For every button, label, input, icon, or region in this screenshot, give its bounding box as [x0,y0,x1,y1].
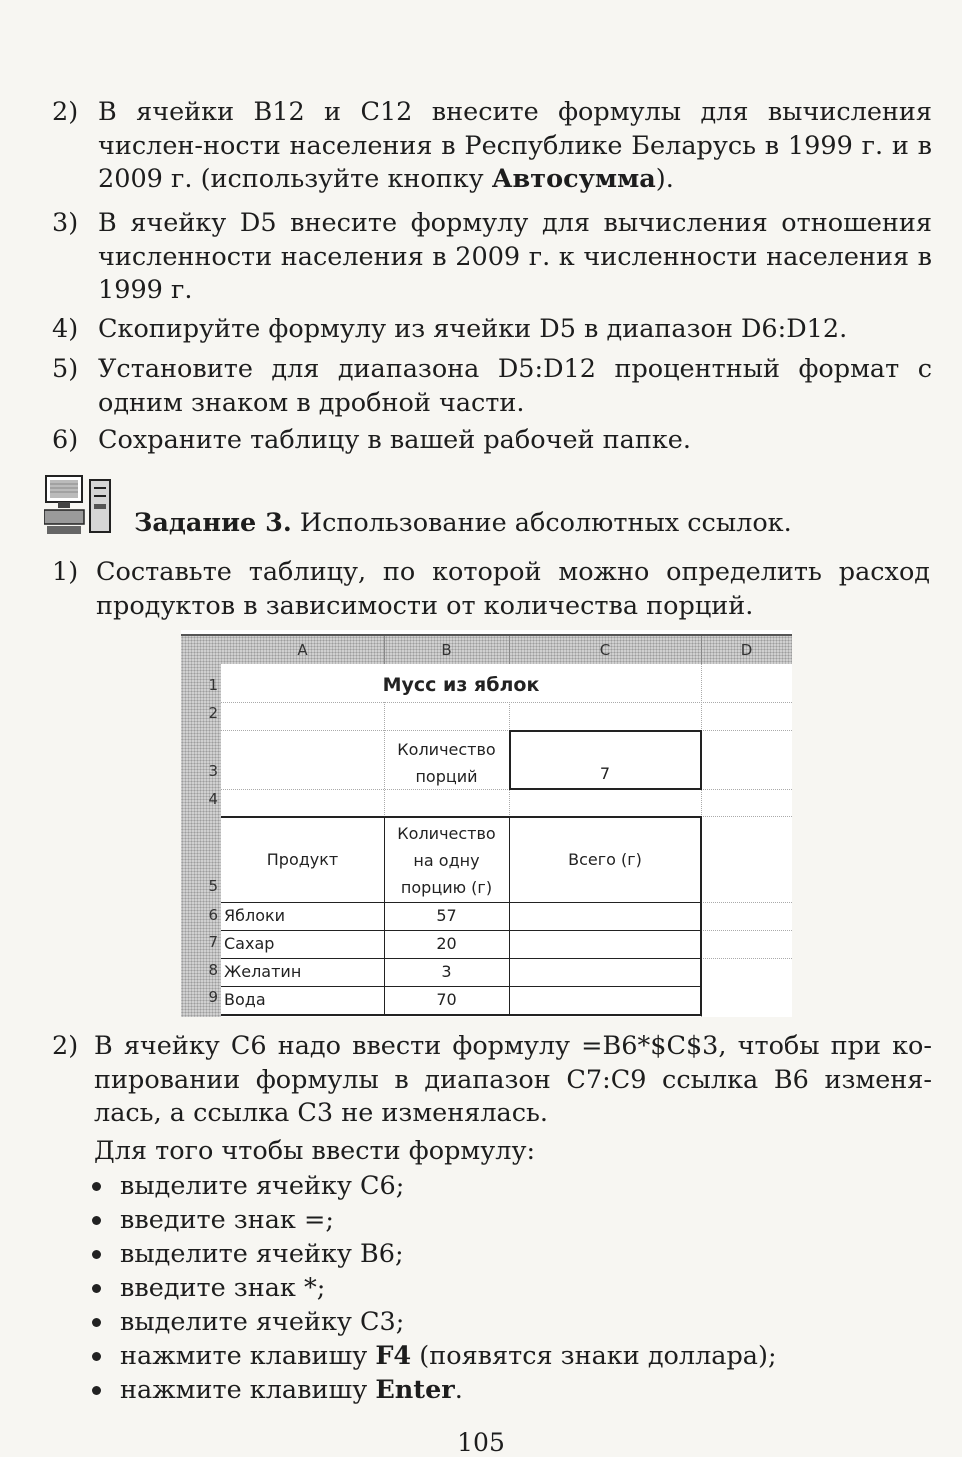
bullet-item: введите знак =; [120,1205,334,1235]
bullet-icon [92,1250,101,1259]
bullet-icon [92,1386,101,1395]
bullet-icon [92,1318,101,1327]
cell-b8: 3 [441,962,452,981]
column-header-a: A [297,641,308,659]
row-header-8: 8 [208,961,218,979]
bullet-icon [92,1352,101,1361]
row-header-3: 3 [208,762,218,780]
step-3 [52,207,932,309]
cell-c5: Всего (г) [568,850,642,869]
bullet-item: выделите ячейку C6; [120,1171,405,1201]
bullet-icon [92,1284,101,1293]
row-header-2: 2 [208,704,218,722]
bullet-icon [92,1216,101,1225]
computer-icon [44,474,114,536]
cell-a9: Вода [224,990,266,1009]
bullet-icon [92,1182,101,1191]
step-text: Составьте таблицу, по которой можно определить расход продуктов в зависимости от количества порций. [96,557,930,621]
step-text: В ячейку D5 внесите формулу для вычисления отношения численности населения в 2009 г. к численности населения в 1999 г. [98,208,932,305]
cell-b5: Количество на одну порцию (г) [397,824,496,897]
cell-b6: 57 [436,906,457,925]
step-2 [52,96,932,198]
task-label: Задание 3. [134,508,292,538]
cell-b9: 70 [436,990,457,1009]
step-text: Скопируйте формулу из ячейки D5 в диапазон D6:D12. [98,314,848,344]
step-number: 4) [52,314,79,344]
bullet-item: выделите ячейку C3; [120,1307,405,1337]
row-header-4: 4 [208,790,218,808]
key-f4: F4 [375,1341,412,1371]
row-header-7: 7 [208,933,218,951]
step-number: 2) [52,1031,79,1061]
key-enter: Enter [375,1375,455,1405]
step-number: 1) [52,557,79,587]
cell-a7: Сахар [224,934,275,953]
row-header-5: 5 [208,877,218,895]
column-header-d: D [740,641,753,659]
bullet-item: введите знак *; [120,1273,326,1303]
cell-a8: Желатин [224,962,302,981]
step-text: В ячейку C6 надо ввести формулу =B6*$C$3, чтобы при ко-пировании формулы в диапазон C7:C9 ссылка B6 изменя-лась, а ссылка C3 не изменялась. [94,1031,932,1128]
step-text: В ячейки B12 и C12 внесите формулы для вычисления числен-ности населения в Республике Беларусь в 1999 г. и в 2009 г. (используйте кнопку Автосумма). [98,97,932,194]
step-number: 3) [52,208,79,238]
step-5 [52,353,932,421]
step-number: 2) [52,97,79,127]
autosum-button-name: Автосумма [491,164,656,194]
bullet-item: нажмите клавишу Enter. [120,1375,463,1405]
sheet-title-cell: Мусс из яблок [382,674,540,696]
cell-b3: Количество порций [397,740,496,786]
step-number: 6) [52,425,79,455]
task-3-title: Задание 3. Использование абсолютных ссылок. [134,508,792,538]
row-header-1: 1 [208,676,218,694]
row-header-6: 6 [208,906,218,924]
cell-b7: 20 [436,934,457,953]
bullet-item: выделите ячейку B6; [120,1239,404,1269]
step-text: Установите для диапазона D5:D12 процентный формат с одним знаком в дробной части. [98,354,932,418]
formula-intro: Для того чтобы ввести формулу: [94,1136,536,1166]
bullet-item: нажмите клавишу F4 (появятся знаки доллара); [120,1341,777,1371]
cell-c3: 7 [599,764,611,783]
page-number: 105 [457,1428,505,1457]
row-header-9: 9 [208,988,218,1006]
step-4 [52,313,932,347]
column-header-b: B [441,641,452,659]
step-6 [52,424,932,458]
cell-a5: Продукт [266,850,339,869]
task-step-2 [52,1030,932,1132]
step-text: Сохраните таблицу в вашей рабочей папке. [98,425,691,455]
spreadsheet [181,630,792,1017]
cell-a6: Яблоки [224,906,286,925]
column-header-c: C [599,641,611,659]
task-step-1 [52,556,932,624]
step-number: 5) [52,354,79,384]
